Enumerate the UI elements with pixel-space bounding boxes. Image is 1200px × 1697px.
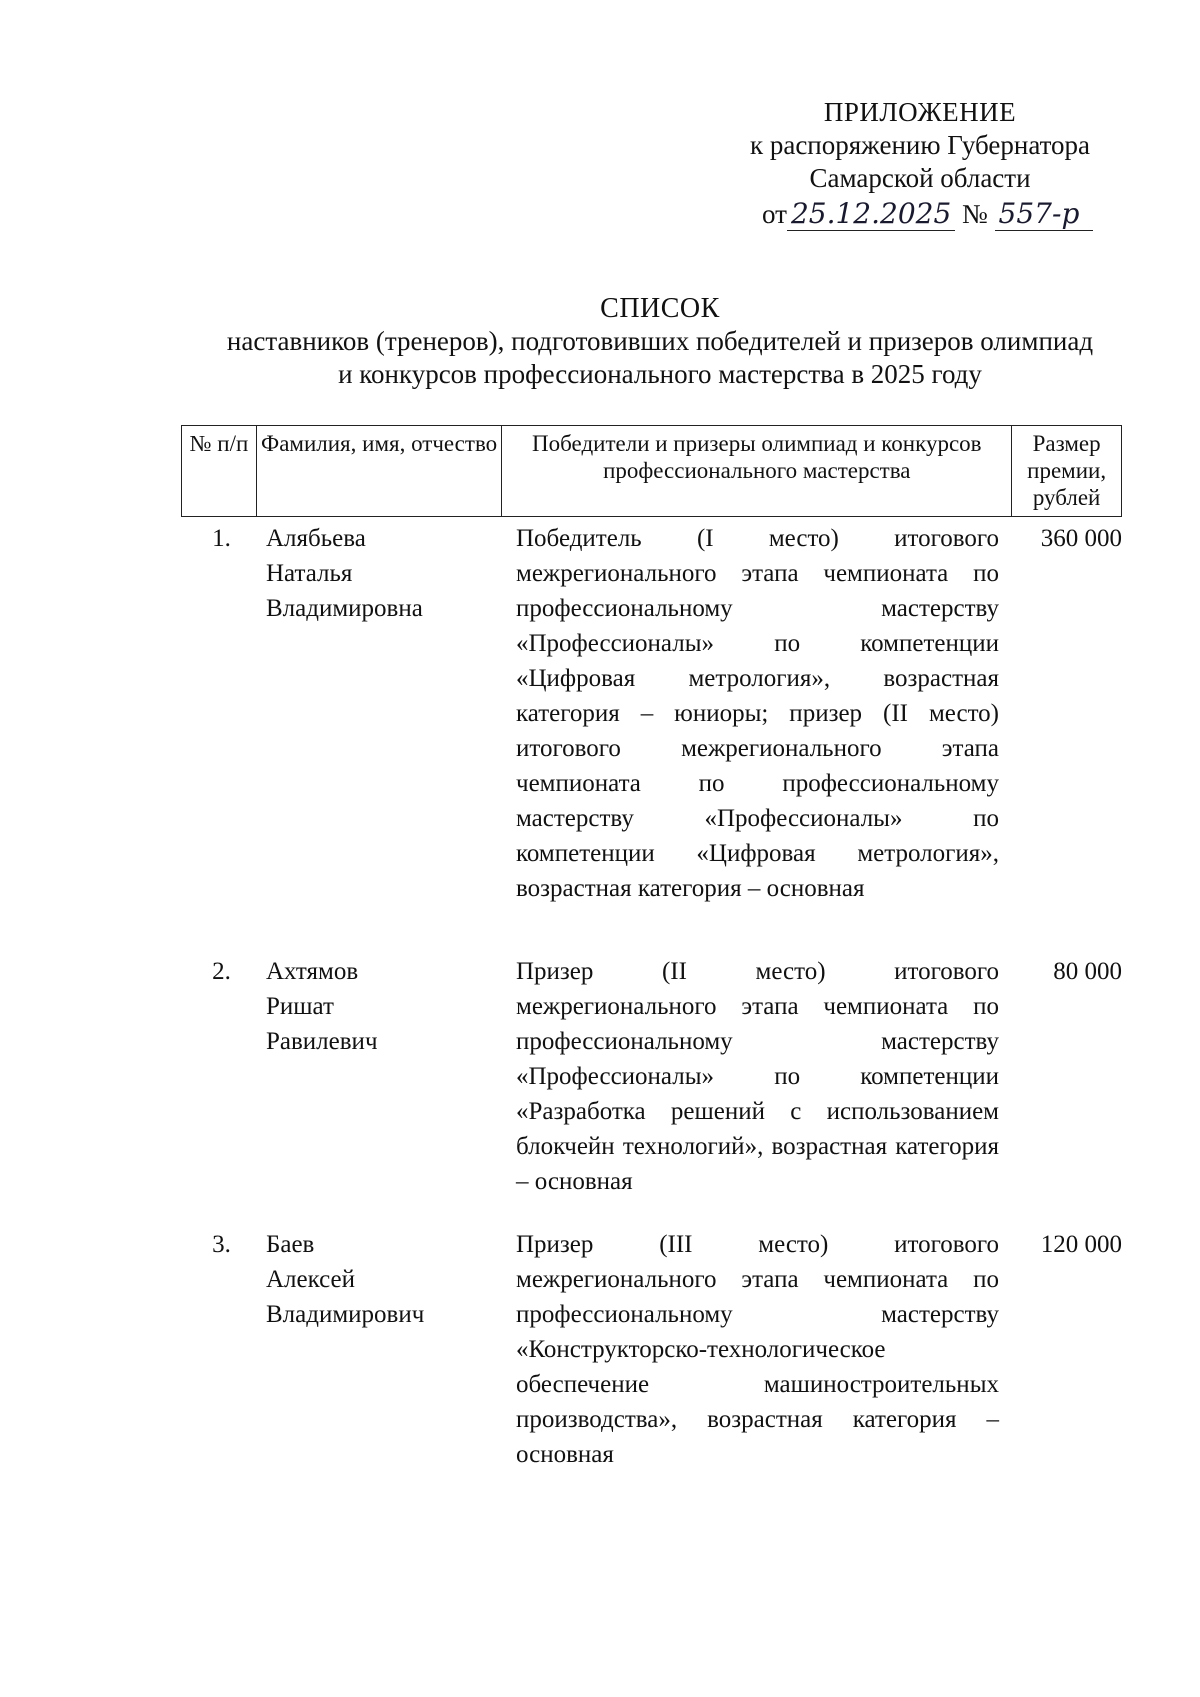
row-surname: Баев xyxy=(266,1231,315,1258)
row-achievement: Призер (II место) итогового межрегионального этапа чемпионата по профессиональному мастерству «Профессионалы» по компетенции «Разработка решений с использованием блокчейн технологий», возрастная категория – основная xyxy=(516,958,999,1195)
row-achievement: Призер (III место) итогового межрегионального этапа чемпионата по профессиональному мастерству «Конструкторско-технологическое обеспечение машиностроительных производства», возрастная категория – основная xyxy=(516,1231,999,1468)
table-header xyxy=(181,425,1122,517)
row-surname: Алябьева xyxy=(266,525,366,552)
row-number: 3. xyxy=(212,1231,231,1258)
row-prize: 360 000 xyxy=(1040,525,1122,552)
list-subtitle-line-1: наставников (тренеров), подготовивших победителей и призеров олимпиад xyxy=(226,326,1094,356)
row-patronymic: Владимировна xyxy=(266,595,423,622)
table-row xyxy=(181,1227,1122,1472)
row-first-name: Ришат xyxy=(266,993,334,1020)
appendix-line-2: Самарской области xyxy=(809,163,1031,193)
header-desc: Победители и призеры олимпиад и конкурсов профессионального мастерства xyxy=(502,426,1012,516)
header-name: Фамилия, имя, отчество xyxy=(257,426,502,516)
row-name xyxy=(256,954,502,1199)
row-number: 1. xyxy=(212,525,231,552)
header-num: № п/п xyxy=(182,426,257,516)
row-achievement: Победитель (I место) итогового межрегионального этапа чемпионата по профессиональному мастерству «Профессионалы» по компетенции «Цифровая метрология», возрастная категория – юниоры; призер (II место) итогового межрегионального этапа чемпионата по профессиональному мастерству «Профессионалы» по компетенции «Цифровая метрология», возрастная категория – основная xyxy=(516,525,999,902)
appendix-line-1: к распоряжению Губернатора xyxy=(749,130,1091,160)
row-patronymic: Равилевич xyxy=(266,1028,378,1055)
row-number: 2. xyxy=(212,958,231,985)
appendix-header xyxy=(700,96,1140,195)
row-first-name: Алексей xyxy=(266,1266,356,1293)
row-first-name: Наталья xyxy=(266,560,353,587)
list-heading xyxy=(150,292,1170,391)
row-name xyxy=(256,1227,502,1472)
header-prize: Размер премии, рублей xyxy=(1027,431,1107,510)
from-label: от xyxy=(762,199,787,229)
order-number: 557-р xyxy=(995,197,1093,231)
order-date: 25.12.2025 xyxy=(787,197,955,231)
order-reference xyxy=(762,197,1093,231)
list-subtitle-line-2: и конкурсов профессионального мастерства в 2025 году xyxy=(338,359,982,389)
table-row xyxy=(181,954,1122,1199)
number-label: № xyxy=(962,199,988,229)
row-prize: 80 000 xyxy=(1053,958,1122,985)
table-row xyxy=(181,521,1122,906)
row-name xyxy=(256,521,502,906)
row-prize: 120 000 xyxy=(1040,1231,1122,1258)
row-surname: Ахтямов xyxy=(266,958,359,985)
row-patronymic: Владимирович xyxy=(266,1301,425,1328)
list-title: СПИСОК xyxy=(600,293,720,324)
appendix-title: ПРИЛОЖЕНИЕ xyxy=(823,97,1017,127)
